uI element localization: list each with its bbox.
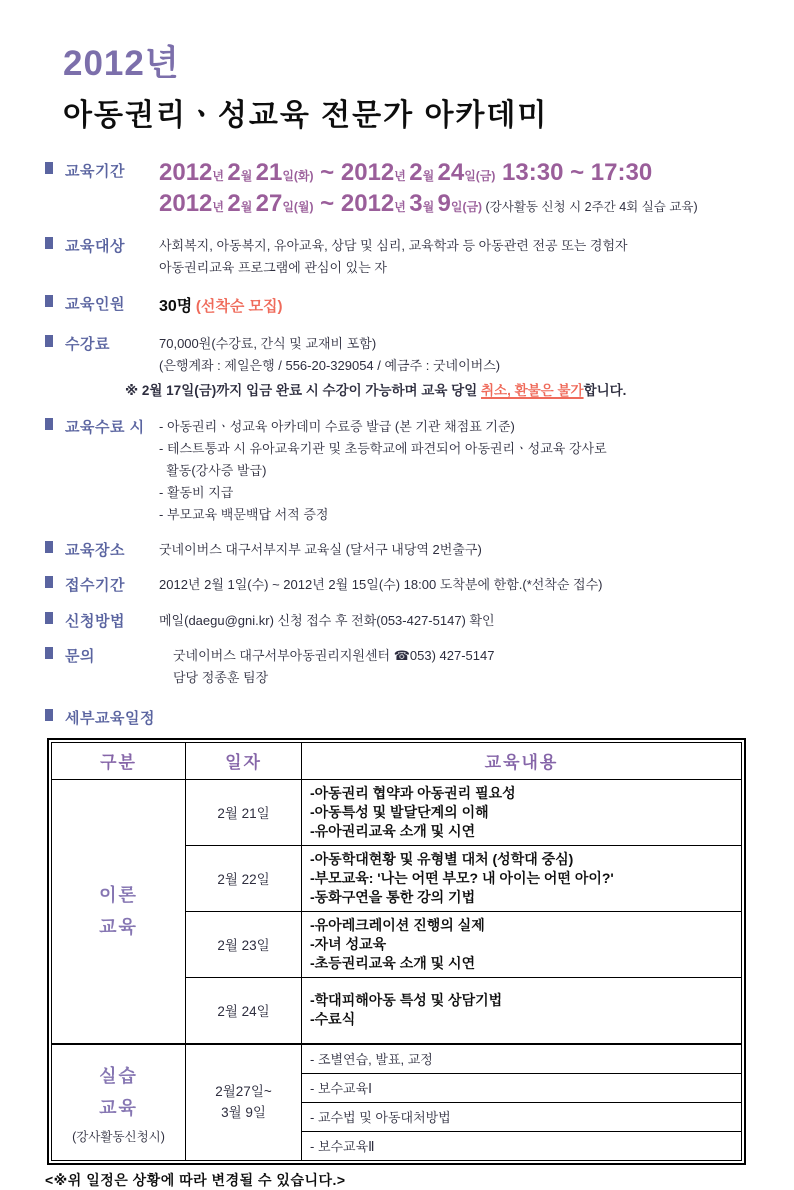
date-part: 3 xyxy=(409,190,423,218)
text-line: 담당 정종훈 팀장 xyxy=(173,669,269,685)
fee-notice xyxy=(125,380,626,403)
fee-lines xyxy=(159,333,626,377)
text-line: -유아권리교육 소개 및 시연 xyxy=(310,822,476,839)
text-line: - 아동권리ㆍ성교육 아카데미 수료증 발급 (본 기관 채점표 기준) xyxy=(159,418,515,434)
date-part: 2 xyxy=(227,190,241,218)
content-cell xyxy=(302,779,742,845)
text-line: 사회복지, 아동복지, 유아교육, 상담 및 심리, 교육학과 등 아동관련 전공 또는 경험자 xyxy=(159,238,628,254)
square-bullet-icon xyxy=(45,295,53,307)
period-line-1 xyxy=(159,160,698,187)
completion-benefits xyxy=(159,414,607,526)
row-completion xyxy=(45,414,746,526)
label-education-target: 교육대상 xyxy=(65,238,125,256)
date-part: 년 xyxy=(394,169,410,183)
text-line: - 테스트통과 시 유아교육기관 및 초등학교에 파견되어 아동권리ㆍ성교육 강사로 xyxy=(159,440,607,456)
date-part: 24 xyxy=(437,159,465,186)
column-header-date: 일자 xyxy=(186,742,302,779)
square-bullet-icon xyxy=(45,162,53,174)
square-bullet-icon xyxy=(45,418,53,430)
date-part: 일(금) xyxy=(450,200,483,215)
location-text: 굿네이버스 대구서부지부 교육실 (달서구 내당역 2번출구) xyxy=(159,542,482,558)
text-line: -아동학대현황 및 유형별 대처 (성학대 중심) xyxy=(310,850,574,867)
date-part: 2 xyxy=(409,159,423,186)
date-part: 년 xyxy=(212,169,228,183)
date-part: 월 xyxy=(422,169,438,183)
text-line: -자녀 성교육 xyxy=(310,935,387,952)
schedule-table-grid xyxy=(51,742,742,1161)
row-registration-period xyxy=(45,572,746,596)
square-bullet-icon xyxy=(45,576,53,588)
capacity-text xyxy=(159,291,283,320)
schedule-header-row xyxy=(52,742,742,779)
capacity-note: (선착순 모집) xyxy=(195,297,283,315)
label-capacity: 교육인원 xyxy=(65,295,125,313)
content-cell xyxy=(302,911,742,977)
date-part: 년 xyxy=(394,200,410,215)
date-cell: 2월 21일 xyxy=(186,779,302,845)
date-part: 2012 xyxy=(159,159,213,186)
date-part: 2012 xyxy=(340,159,395,186)
date-part: 13:30 ~ 17:30 xyxy=(495,159,653,186)
text-line: -아동특성 및 발달단계의 이해 xyxy=(310,803,489,820)
date-part: 월 xyxy=(240,200,256,215)
category-theory xyxy=(52,779,186,1044)
text-line: -부모교육: '나는 어떤 부모? 내 아이는 어떤 아이?' xyxy=(310,869,614,886)
capacity-count: 30명 xyxy=(159,297,193,315)
row-location xyxy=(45,537,746,561)
category-practice-note: (강사활동신청시) xyxy=(72,1129,165,1144)
text-line: -수료식 xyxy=(310,1011,356,1028)
category-theory-line: 이론 xyxy=(99,884,138,905)
column-header-content: 교육내용 xyxy=(302,742,742,779)
row-contact xyxy=(45,643,746,689)
date-part: 년 xyxy=(212,200,228,215)
square-bullet-icon xyxy=(45,541,53,553)
content-cell xyxy=(302,845,742,911)
row-capacity xyxy=(45,291,746,320)
date-part: 9 xyxy=(437,190,451,218)
category-practice-line: 교육 xyxy=(99,1098,138,1119)
date-part: 21 xyxy=(255,159,283,186)
text-line: 굿네이버스 대구서부아동권리지원센터 ☎053) 427-5147 xyxy=(173,647,495,663)
text-line: 70,000원(수강료, 간식 및 교재비 포함) xyxy=(159,335,377,351)
fee-text xyxy=(125,331,627,403)
square-bullet-icon xyxy=(45,335,53,347)
schedule-table xyxy=(47,738,746,1165)
text-line: -동화구연을 통한 강의 기법 xyxy=(310,888,476,905)
text-line: (은행계좌 : 제일은행 / 556-20-329054 / 예금주 : 굿네이버스) xyxy=(159,357,501,373)
label-schedule: 세부교육일정 xyxy=(65,709,155,727)
date-part: ~ xyxy=(313,190,341,218)
date-part: 월 xyxy=(422,200,438,215)
date-part: 월 xyxy=(240,169,256,183)
date-part: 2012 xyxy=(340,190,395,218)
date-part: 일(금) xyxy=(464,169,496,183)
schedule-footer-note: <※위 일정은 상황에 따라 변경될 수 있습니다.> xyxy=(45,1171,346,1188)
date-cell: 2월 22일 xyxy=(186,845,302,911)
content-cell: - 보수교육Ⅱ xyxy=(302,1131,742,1160)
text-line: - 활동비 지급 xyxy=(159,485,234,501)
square-bullet-icon xyxy=(45,709,53,721)
text-line: 3월 9일 xyxy=(221,1105,266,1121)
text-line: -초등권리교육 소개 및 시연 xyxy=(310,954,476,971)
date-part: ~ xyxy=(313,159,341,186)
label-completion: 교육수료 시 xyxy=(65,418,145,436)
education-period-dates xyxy=(159,158,698,222)
date-cell-practice xyxy=(186,1044,302,1161)
category-practice-line: 실습 xyxy=(99,1065,138,1086)
date-part: 2 xyxy=(227,159,241,186)
fee-notice-warning: 취소, 환불은 불가 xyxy=(481,382,584,398)
text-line: 활동(강사증 발급) xyxy=(159,463,267,479)
column-header-category: 구분 xyxy=(52,742,186,779)
row-education-period xyxy=(45,158,746,222)
date-part: (강사활동 신청 시 2주간 4회 실습 교육) xyxy=(482,200,698,215)
text-line: -유아레크레이션 진행의 실제 xyxy=(310,916,485,933)
square-bullet-icon xyxy=(45,237,53,249)
category-practice xyxy=(52,1044,186,1161)
text-line: 아동권리교육 프로그램에 관심이 있는 자 xyxy=(159,260,387,276)
date-part: 일(화) xyxy=(282,169,314,183)
year-title: 2012년 xyxy=(63,44,180,83)
registration-period-text: 2012년 2월 1일(수) ~ 2012년 2월 15일(수) 18:00 도착분에 한함.(*선착순 접수) xyxy=(159,577,603,593)
row-schedule-label xyxy=(45,705,746,728)
content-cell: - 교수법 및 아동대처방법 xyxy=(302,1102,742,1131)
content-cell: - 조별연습, 발표, 교정 xyxy=(302,1044,742,1074)
text-line: -학대피해아동 특성 및 상담기법 xyxy=(310,992,503,1009)
date-part: 27 xyxy=(255,190,283,218)
category-theory-line: 교육 xyxy=(99,917,138,938)
fee-notice-prefix: ※ 2월 17일(금)까지 입금 완료 시 수강이 가능하며 교육 당일 xyxy=(125,382,482,398)
date-cell: 2월 24일 xyxy=(186,977,302,1044)
row-education-target xyxy=(45,233,746,279)
info-section xyxy=(45,158,746,728)
contact-text xyxy=(173,643,494,689)
fee-notice-suffix: 합니다. xyxy=(583,382,627,398)
text-line: - 부모교육 백문백답 서적 증정 xyxy=(159,507,329,523)
page-title: 아동권리ㆍ성교육 전문가 아카데미 xyxy=(63,99,549,132)
label-registration-period: 접수기간 xyxy=(65,577,125,595)
education-target-text xyxy=(159,233,628,279)
label-fee: 수강료 xyxy=(65,335,110,353)
date-part: 일(월) xyxy=(282,200,314,215)
row-apply-method xyxy=(45,608,746,632)
square-bullet-icon xyxy=(45,647,53,659)
square-bullet-icon xyxy=(45,612,53,624)
date-cell: 2월 23일 xyxy=(186,911,302,977)
content-cell xyxy=(302,977,742,1044)
row-fee xyxy=(45,331,746,403)
label-location: 교육장소 xyxy=(65,542,125,560)
text-line: 2월27일~ xyxy=(215,1083,272,1099)
schedule-row-practice-1 xyxy=(52,1044,742,1074)
apply-method-text: 메일(daegu@gni.kr) 신청 접수 후 전화(053-427-5147) 확인 xyxy=(159,612,495,628)
period-line-2 xyxy=(159,191,698,218)
content-cell: - 보수교육Ⅰ xyxy=(302,1073,742,1102)
label-education-period: 교육기간 xyxy=(65,163,125,180)
date-part: 2012 xyxy=(159,190,213,218)
label-contact: 문의 xyxy=(65,647,95,665)
schedule-row-feb21 xyxy=(52,779,742,845)
label-apply-method: 신청방법 xyxy=(65,612,125,630)
text-line: -아동권리 협약과 아동권리 필요성 xyxy=(310,784,516,801)
